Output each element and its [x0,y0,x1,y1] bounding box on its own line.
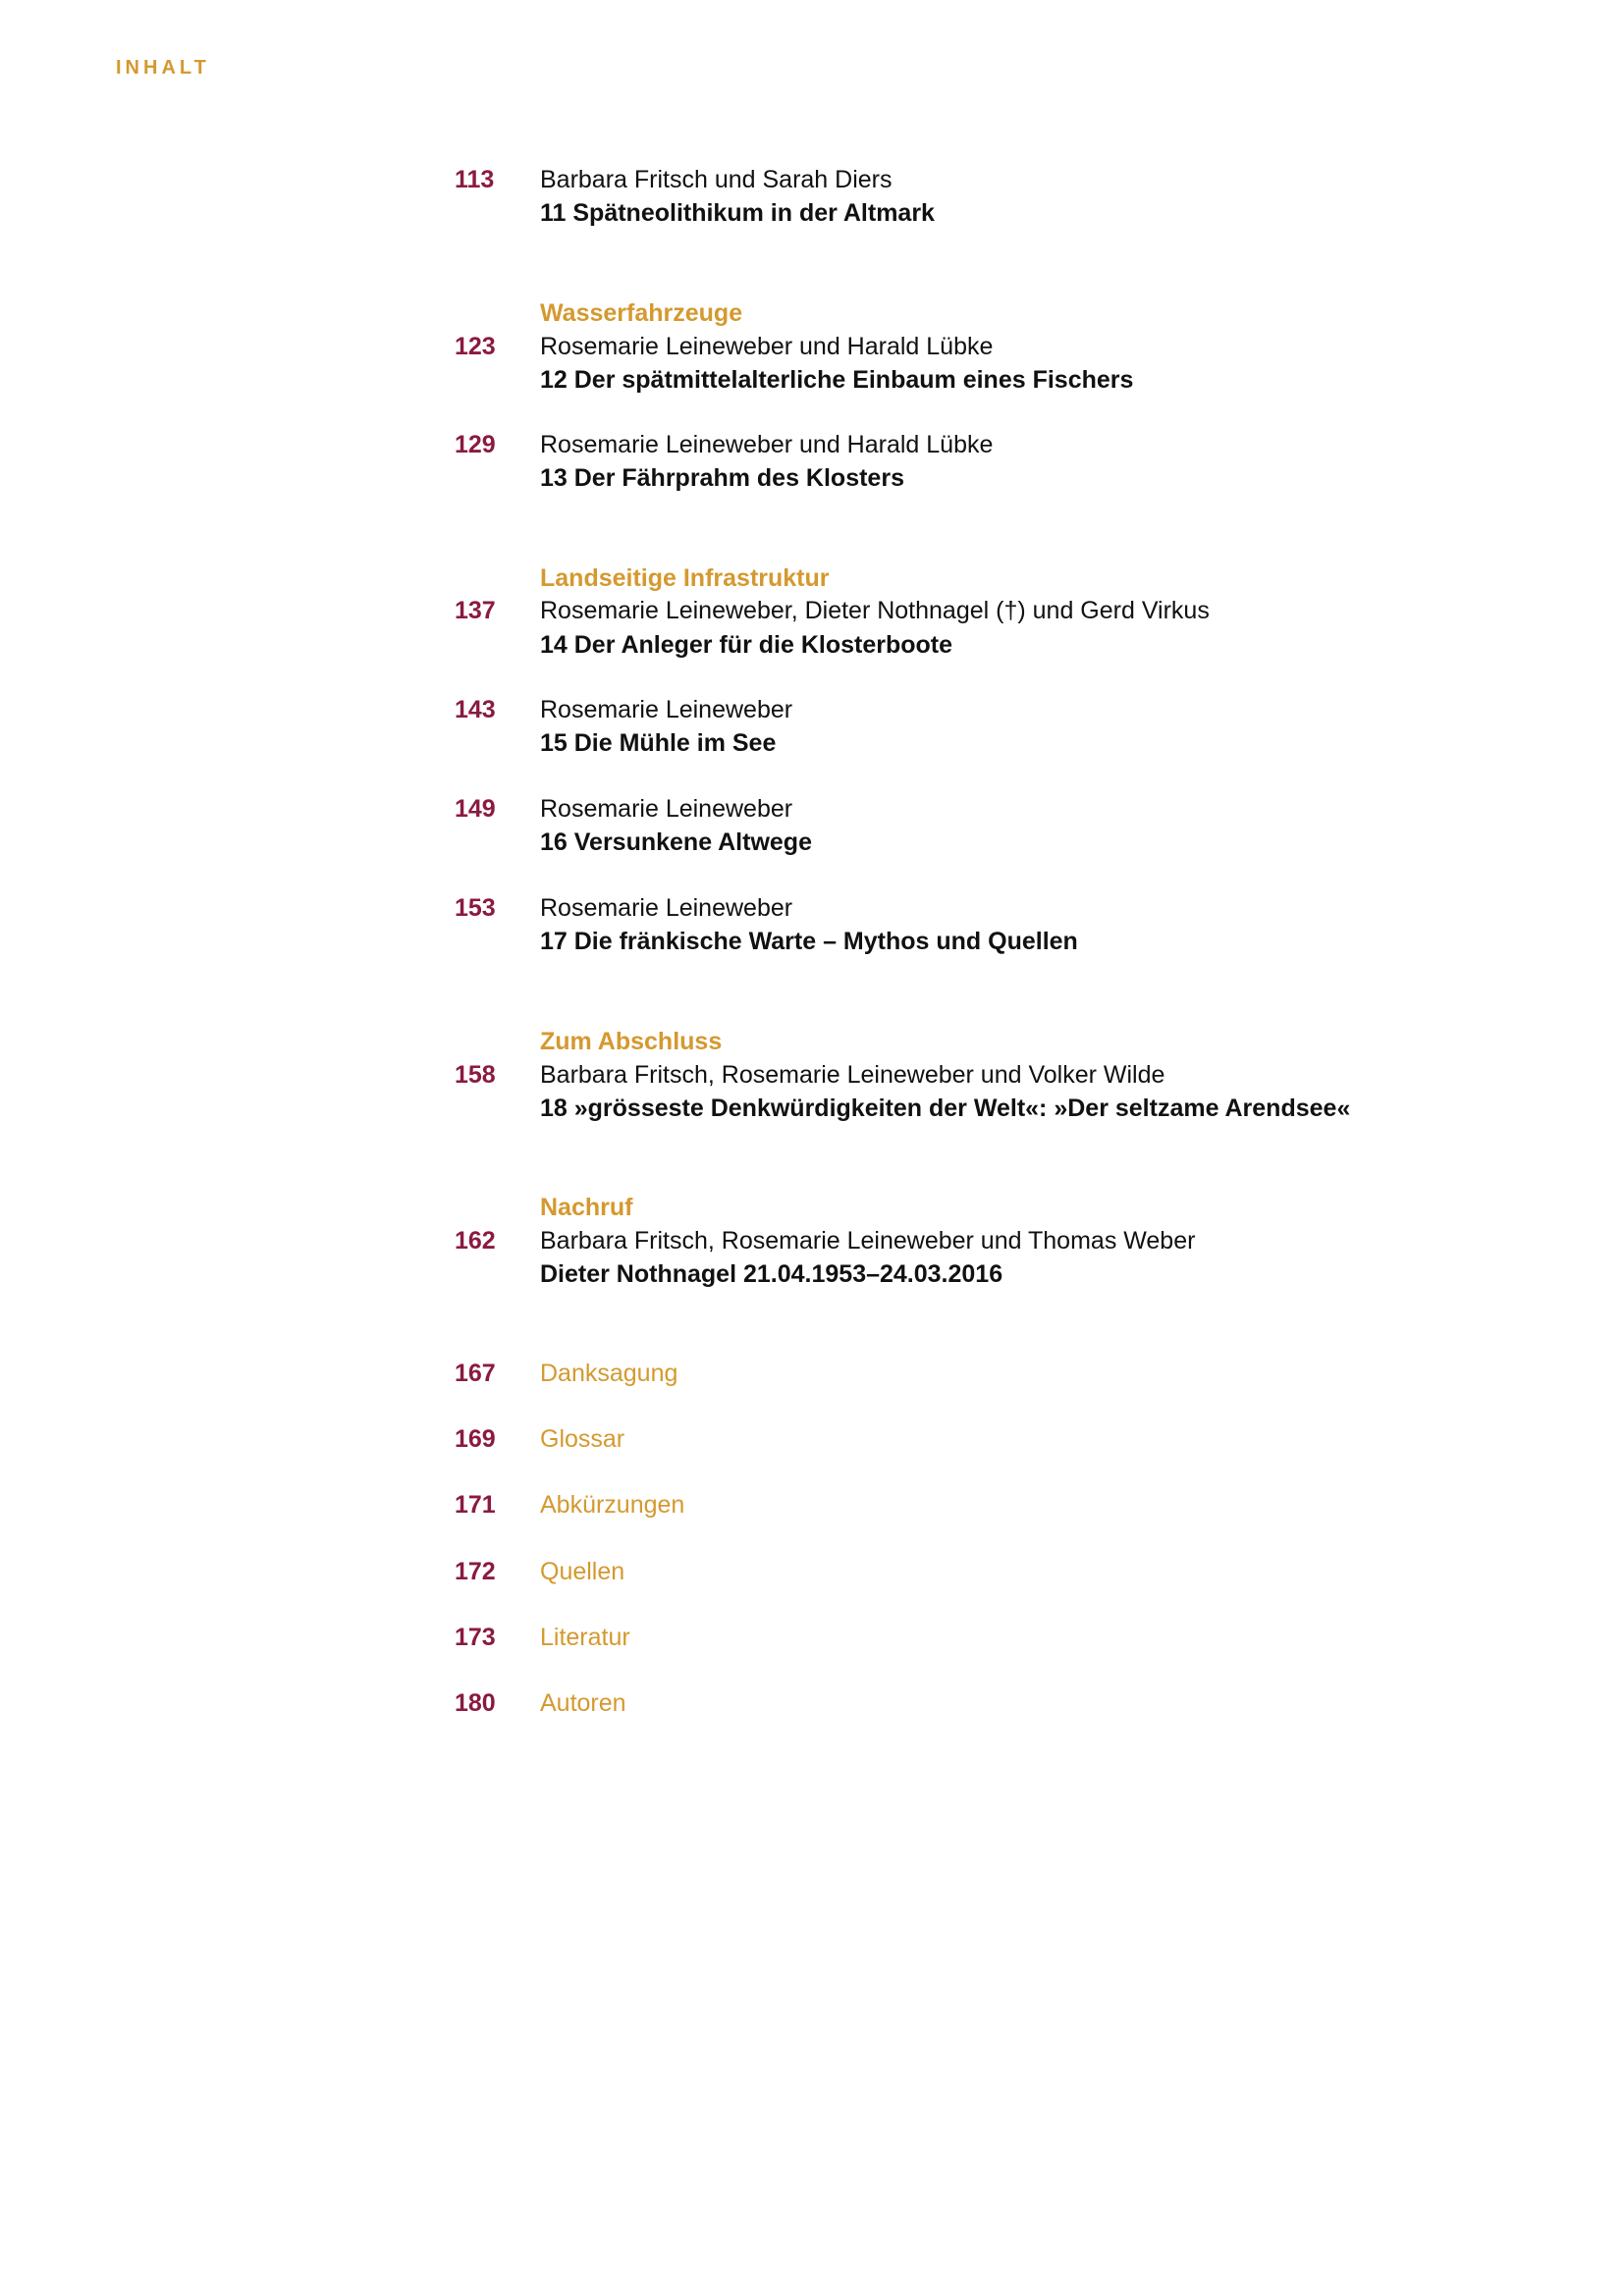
section-heading: Landseitige Infrastruktur [540,564,830,592]
page-number: 167 [455,1360,496,1387]
entry-author: Barbara Fritsch, Rosemarie Leineweber und Volker Wilde [540,1061,1165,1089]
entry-author: Rosemarie Leineweber, Dieter Nothnagel (†) und Gerd Virkus [540,597,1210,624]
appendix-item: Danksagung [540,1360,678,1387]
page-number: 180 [455,1689,496,1717]
entry-author: Rosemarie Leineweber [540,894,793,922]
page-number: 172 [455,1558,496,1585]
entry-title: 15 Die Mühle im See [540,729,777,757]
entry-title: 18 »grösseste Denkwürdigkeiten der Welt«: »Der seltzame Arendsee« [540,1095,1351,1122]
appendix-item: Quellen [540,1558,625,1585]
appendix-item: Autoren [540,1689,626,1717]
appendix-item: Literatur [540,1624,630,1651]
page-number: 173 [455,1624,496,1651]
entry-title: 17 Die fränkische Warte – Mythos und Quellen [540,928,1078,955]
entry-title: 11 Spätneolithikum in der Altmark [540,199,935,227]
section-heading: Zum Abschluss [540,1028,723,1055]
page-number: 123 [455,333,496,360]
page-number: 129 [455,431,496,458]
page-number: 158 [455,1061,496,1089]
page-number: 143 [455,696,496,723]
entry-author: Barbara Fritsch und Sarah Diers [540,166,893,193]
entry-title: 16 Versunkene Altwege [540,828,812,856]
page-number: 171 [455,1491,496,1519]
section-heading: Wasserfahrzeuge [540,299,743,327]
page-header: INHALT [116,57,210,79]
entry-title: Dieter Nothnagel 21.04.1953–24.03.2016 [540,1260,1003,1288]
entry-title: 13 Der Fährprahm des Klosters [540,464,904,492]
appendix-item: Glossar [540,1425,625,1453]
entry-author: Rosemarie Leineweber [540,795,793,823]
entry-author: Barbara Fritsch, Rosemarie Leineweber und Thomas Weber [540,1227,1196,1255]
entry-author: Rosemarie Leineweber und Harald Lübke [540,333,994,360]
page-number: 162 [455,1227,496,1255]
page-number: 149 [455,795,496,823]
entry-title: 12 Der spätmittelalterliche Einbaum eines Fischers [540,366,1134,394]
page-number: 169 [455,1425,496,1453]
section-heading: Nachruf [540,1194,633,1221]
entry-title: 14 Der Anleger für die Klosterboote [540,631,952,659]
page-number: 137 [455,597,496,624]
entry-author: Rosemarie Leineweber und Harald Lübke [540,431,994,458]
page-number: 153 [455,894,496,922]
appendix-item: Abkürzungen [540,1491,685,1519]
entry-author: Rosemarie Leineweber [540,696,793,723]
page-number: 113 [455,166,495,193]
